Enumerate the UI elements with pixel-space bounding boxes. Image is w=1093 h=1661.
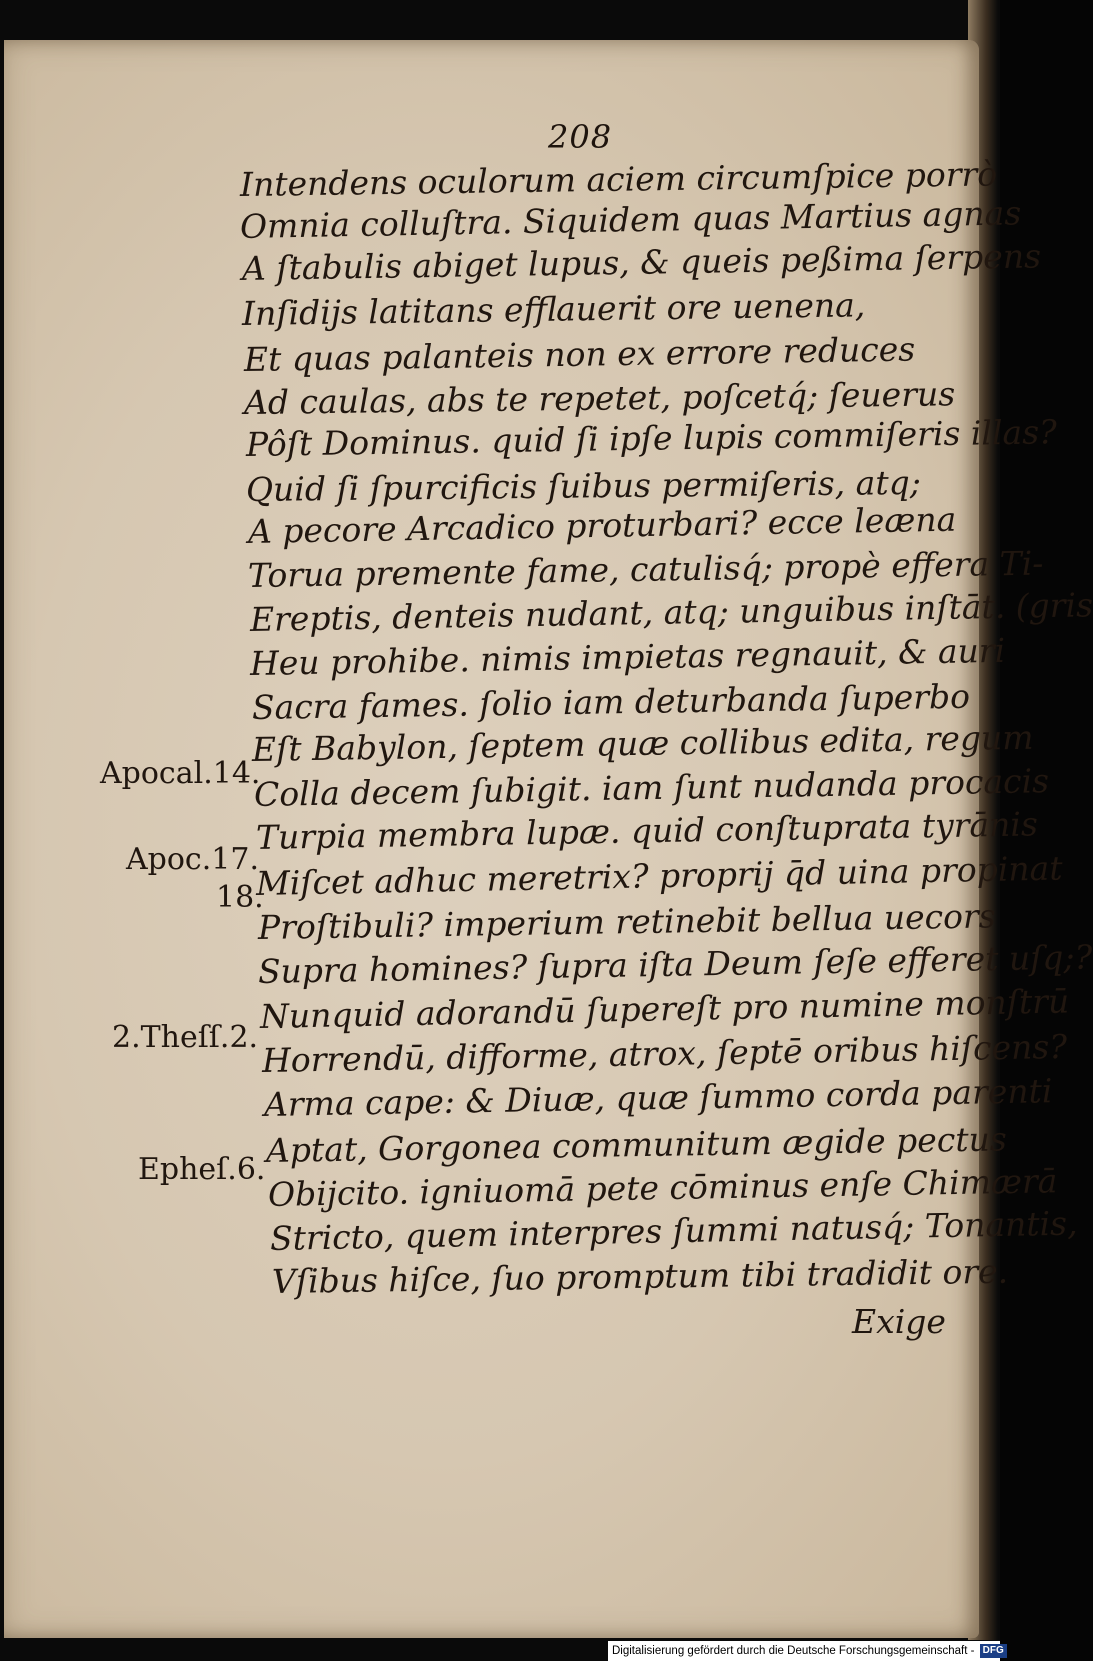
text-line: Nunquid adorandū ſupereſt pro numine monſtrū xyxy=(259,981,1070,1036)
text-line: Quid ſi ſpurcificis ſuibus permiſeris, atq; xyxy=(245,462,922,509)
dfg-logo-icon: DFG xyxy=(980,1644,1007,1658)
marginal-note: 2.Theſſ.2. xyxy=(112,1020,259,1055)
text-line: Sacra fames. ſolio iam deturbanda ſuperbo xyxy=(251,676,971,727)
marginal-note: Apoc.17. xyxy=(126,842,259,877)
text-line: Stricto, quem interpres ſummi natusq́; Tonantis, xyxy=(269,1203,1078,1258)
text-line: Eſt Babylon, ſeptem quæ collibus edita, regum xyxy=(251,717,1034,769)
text-line: Turpia membra lupæ. quid conſtuprata tyrānis xyxy=(255,804,1039,857)
marginal-note: Apocal.14. xyxy=(100,756,261,791)
catchword: Exige xyxy=(852,1302,946,1341)
marginal-note: 18. xyxy=(216,880,264,915)
text-line: Torua premente fame, catulisq́; propè effera Ti- xyxy=(247,543,1044,595)
text-line: Aptat, Gorgonea communitum ægide pectus xyxy=(265,1119,1008,1170)
text-line: Inſidijs latitans efflauerit ore uenena, xyxy=(241,285,866,333)
text-line: Ereptis, denteis nudant, atq; unguibus inſtāt. (gris xyxy=(249,585,1093,639)
page-number: 208 xyxy=(548,118,613,156)
text-line: Ad caulas, abs te repetet, poſcetq́; ſeuerus xyxy=(243,374,956,422)
text-line: Intendens oculorum aciem circumſpice porrò xyxy=(239,154,998,204)
text-line: Supra homines? ſupra iſta Deum ſeſe efferet uſq;? xyxy=(257,937,1093,991)
text-line: Proſtibuli? imperium retinebit bellua uecors xyxy=(257,896,996,947)
text-line: Vſibus hiſce, ſuo promptum tibi tradidit ore. xyxy=(271,1251,1009,1301)
marginal-note: Epheſ.6. xyxy=(138,1152,266,1187)
text-line: Arma cape: & Diuæ, quæ ſummo corda parenti xyxy=(263,1071,1053,1124)
text-line: Obijcito. igniuomā pete cōminus enſe Chimærā xyxy=(267,1161,1058,1214)
text-line: Horrendū, difforme, atrox, ſeptē oribus hiſcens? xyxy=(261,1026,1068,1080)
footer-credit: Digitalisierung gefördert durch die Deutsche Forschungsgemeinschaft - xyxy=(612,1645,975,1657)
text-line: Pôſt Dominus. quid ſi ipſe lupis commiſeris illas? xyxy=(245,412,1058,464)
text-line: Omnia colluſtra. Siquidem quas Martius agnas xyxy=(239,193,1022,246)
text-line: Miſcet adhuc meretrix? proprij q̄d uina propinat xyxy=(255,848,1063,903)
text-line: Et quas palanteis non ex errore reduces xyxy=(243,329,916,379)
digitization-footer xyxy=(608,1641,1004,1661)
text-line: Colla decem ſubigit. iam ſunt nudanda procacis xyxy=(253,761,1050,814)
text-line: A ſtabulis abiget lupus, & queis peßima ſerpens xyxy=(241,236,1042,288)
text-line: Heu prohibe. nimis impietas regnauit, & auri xyxy=(249,630,1006,683)
text-line: A pecore Arcadico proturbari? ecce leæna xyxy=(247,499,957,551)
